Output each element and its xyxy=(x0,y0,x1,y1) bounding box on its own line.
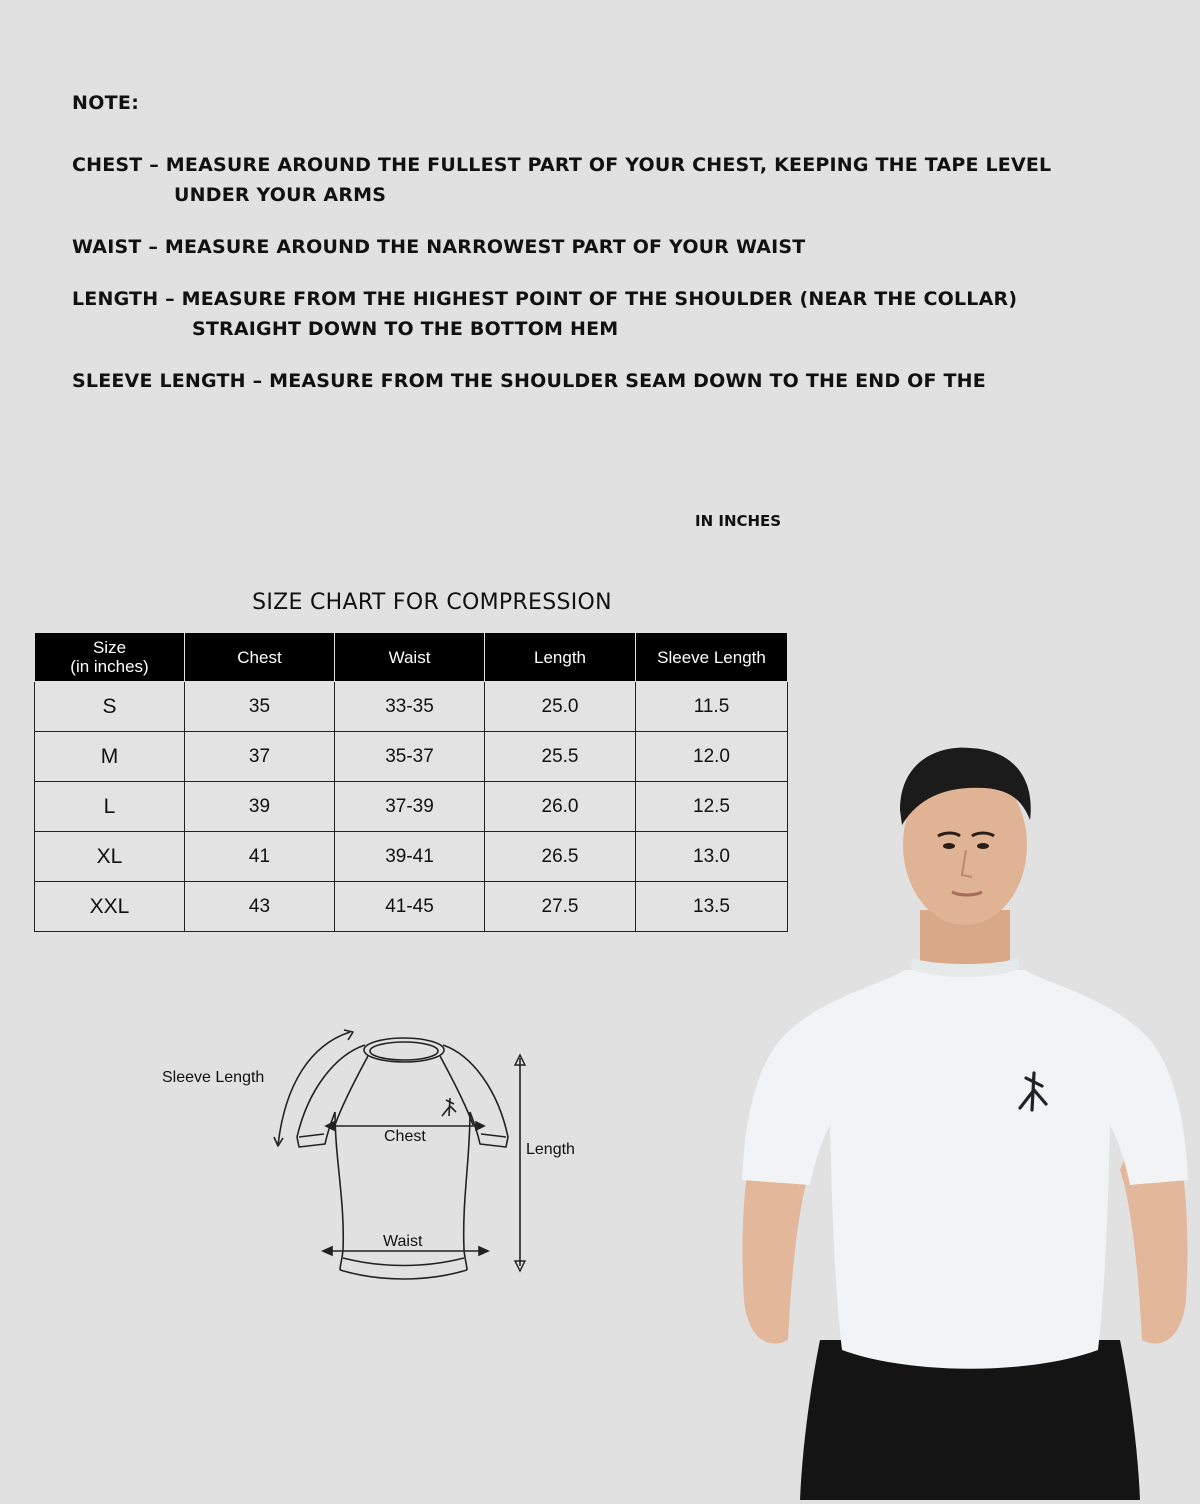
note-waist xyxy=(72,232,1182,262)
cell-length: 25.5 xyxy=(485,732,636,782)
cell-size: XL xyxy=(35,832,185,882)
cell-chest: 43 xyxy=(185,882,335,932)
cell-waist: 41-45 xyxy=(335,882,485,932)
cell-sleeve: 13.5 xyxy=(636,882,788,932)
cell-size: M xyxy=(35,732,185,782)
note-chest xyxy=(72,150,1182,210)
cell-length: 26.5 xyxy=(485,832,636,882)
measurement-notes xyxy=(72,92,1182,418)
model-figure xyxy=(730,740,1200,1500)
note-chest-text: CHEST – MEASURE AROUND THE FULLEST PART OF YOUR CHEST, KEEPING THE TAPE LEVEL xyxy=(72,154,1052,176)
cell-waist: 33-35 xyxy=(335,682,485,732)
size-table xyxy=(34,632,788,932)
sleeve-arrow xyxy=(278,1032,350,1145)
chest-label: Chest xyxy=(384,1128,426,1145)
table-row xyxy=(35,882,788,932)
cell-sleeve: 11.5 xyxy=(636,682,788,732)
cell-length: 27.5 xyxy=(485,882,636,932)
cell-sleeve: 12.5 xyxy=(636,782,788,832)
chart-title: SIZE CHART FOR COMPRESSION xyxy=(252,590,612,615)
cell-size: XXL xyxy=(35,882,185,932)
model-photo xyxy=(730,740,1200,1500)
shirt-measurement-diagram xyxy=(150,1020,610,1290)
cell-waist: 37-39 xyxy=(335,782,485,832)
note-sleeve-text: SLEEVE LENGTH – MEASURE FROM THE SHOULDER SEAM DOWN TO THE END OF THE xyxy=(72,370,986,392)
units-label: IN INCHES xyxy=(695,512,782,530)
cell-length: 26.0 xyxy=(485,782,636,832)
note-length-text: LENGTH – MEASURE FROM THE HIGHEST POINT OF THE SHOULDER (NEAR THE COLLAR) xyxy=(72,288,1018,310)
table-row xyxy=(35,732,788,782)
sleeve-length-label: Sleeve Length xyxy=(162,1069,265,1086)
cell-chest: 41 xyxy=(185,832,335,882)
header-waist: Waist xyxy=(335,633,485,682)
table-row xyxy=(35,832,788,882)
cell-sleeve: 12.0 xyxy=(636,732,788,782)
waist-label: Waist xyxy=(383,1233,423,1250)
note-heading: NOTE: xyxy=(72,92,140,114)
cell-chest: 39 xyxy=(185,782,335,832)
header-length: Length xyxy=(485,633,636,682)
header-size-line1: Size xyxy=(92,638,127,657)
cell-sleeve: 13.0 xyxy=(636,832,788,882)
cell-waist: 39-41 xyxy=(335,832,485,882)
cell-size: L xyxy=(35,782,185,832)
note-chest-continued: UNDER YOUR ARMS xyxy=(174,184,387,206)
note-sleeve xyxy=(72,366,1182,396)
header-size-line2: (in inches) xyxy=(70,657,149,676)
header-sleeve-length: Sleeve Length xyxy=(636,633,788,682)
cell-size: S xyxy=(35,682,185,732)
cell-length: 25.0 xyxy=(485,682,636,732)
note-length xyxy=(72,284,1182,344)
diagram-logo-icon xyxy=(442,1098,456,1116)
cell-chest: 37 xyxy=(185,732,335,782)
table-row xyxy=(35,782,788,832)
table-row xyxy=(35,682,788,732)
header-chest: Chest xyxy=(185,633,335,682)
cell-waist: 35-37 xyxy=(335,732,485,782)
note-waist-text: WAIST – MEASURE AROUND THE NARROWEST PART OF YOUR WAIST xyxy=(72,236,806,258)
note-length-continued: STRAIGHT DOWN TO THE BOTTOM HEM xyxy=(192,318,619,340)
table-header-row xyxy=(35,633,788,682)
length-label: Length xyxy=(526,1141,575,1158)
header-size xyxy=(35,633,185,682)
cell-chest: 35 xyxy=(185,682,335,732)
